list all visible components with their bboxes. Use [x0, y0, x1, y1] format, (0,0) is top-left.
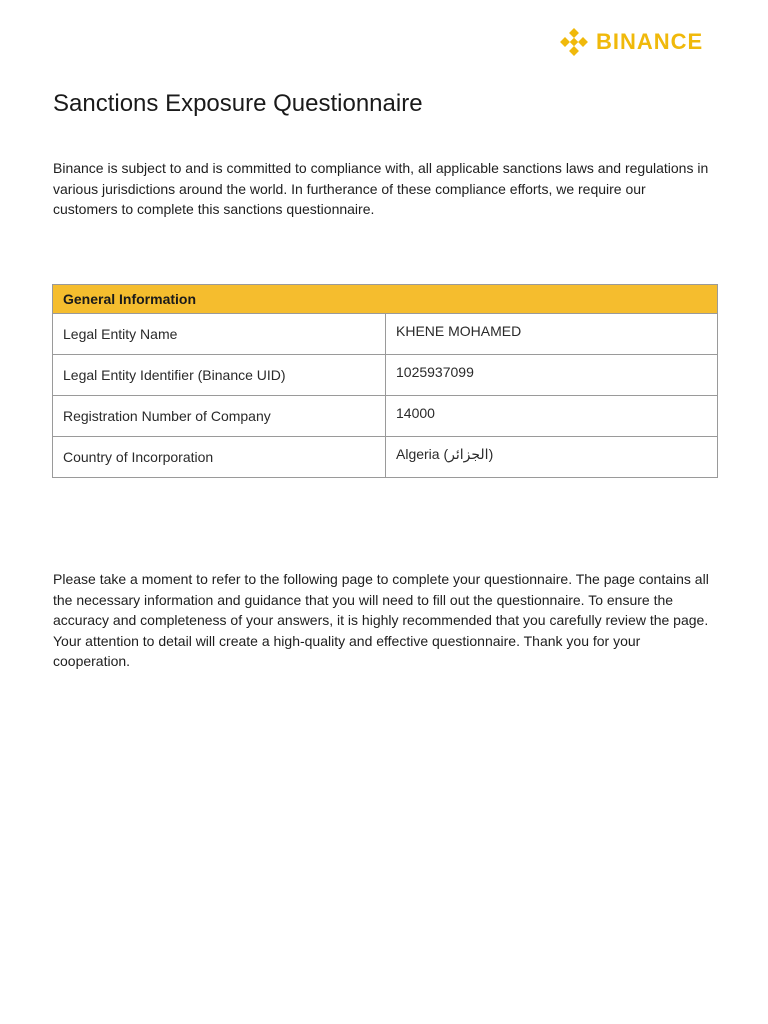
guidance-paragraph: Please take a moment to refer to the following page to complete your questionnaire. The page contains all the necessary information and guidance that you will need to fill out the questionnaire. To ensure the accuracy and completeness of your answers, it is highly recommended that you carefully review the page. Your attention to detail will create a high-quality and effective questionnaire. Thank you for your cooperation.	[53, 571, 709, 669]
country-of-incorporation-value: Algeria (الجزائر)	[386, 437, 718, 478]
table-row	[53, 355, 718, 396]
legal-entity-name-label: Legal Entity Name	[53, 314, 386, 355]
brand-name: BINANCE	[596, 29, 704, 54]
registration-number-label: Registration Number of Company	[53, 396, 386, 437]
legal-entity-name-value: KHENE MOHAMED	[386, 314, 718, 355]
legal-entity-identifier-value: 1025937099	[386, 355, 718, 396]
intro-paragraph: Binance is subject to and is committed to compliance with, all applicable sanctions laws and regulations in various jurisdictions around the world. In furtherance of these compliance efforts, we require our customers to complete this sanctions questionnaire.	[53, 160, 709, 217]
table-row	[53, 396, 718, 437]
binance-logo-icon	[558, 26, 590, 58]
legal-entity-identifier-label: Legal Entity Identifier (Binance UID)	[53, 355, 386, 396]
brand-header	[558, 26, 703, 58]
table-row	[53, 314, 718, 355]
table-row	[53, 437, 718, 478]
general-information-table	[52, 284, 718, 478]
table-header-row	[53, 285, 718, 314]
country-of-incorporation-label: Country of Incorporation	[53, 437, 386, 478]
registration-number-value: 14000	[386, 396, 718, 437]
page-title: Sanctions Exposure Questionnaire	[53, 90, 423, 117]
table-header: General Information	[53, 285, 718, 314]
